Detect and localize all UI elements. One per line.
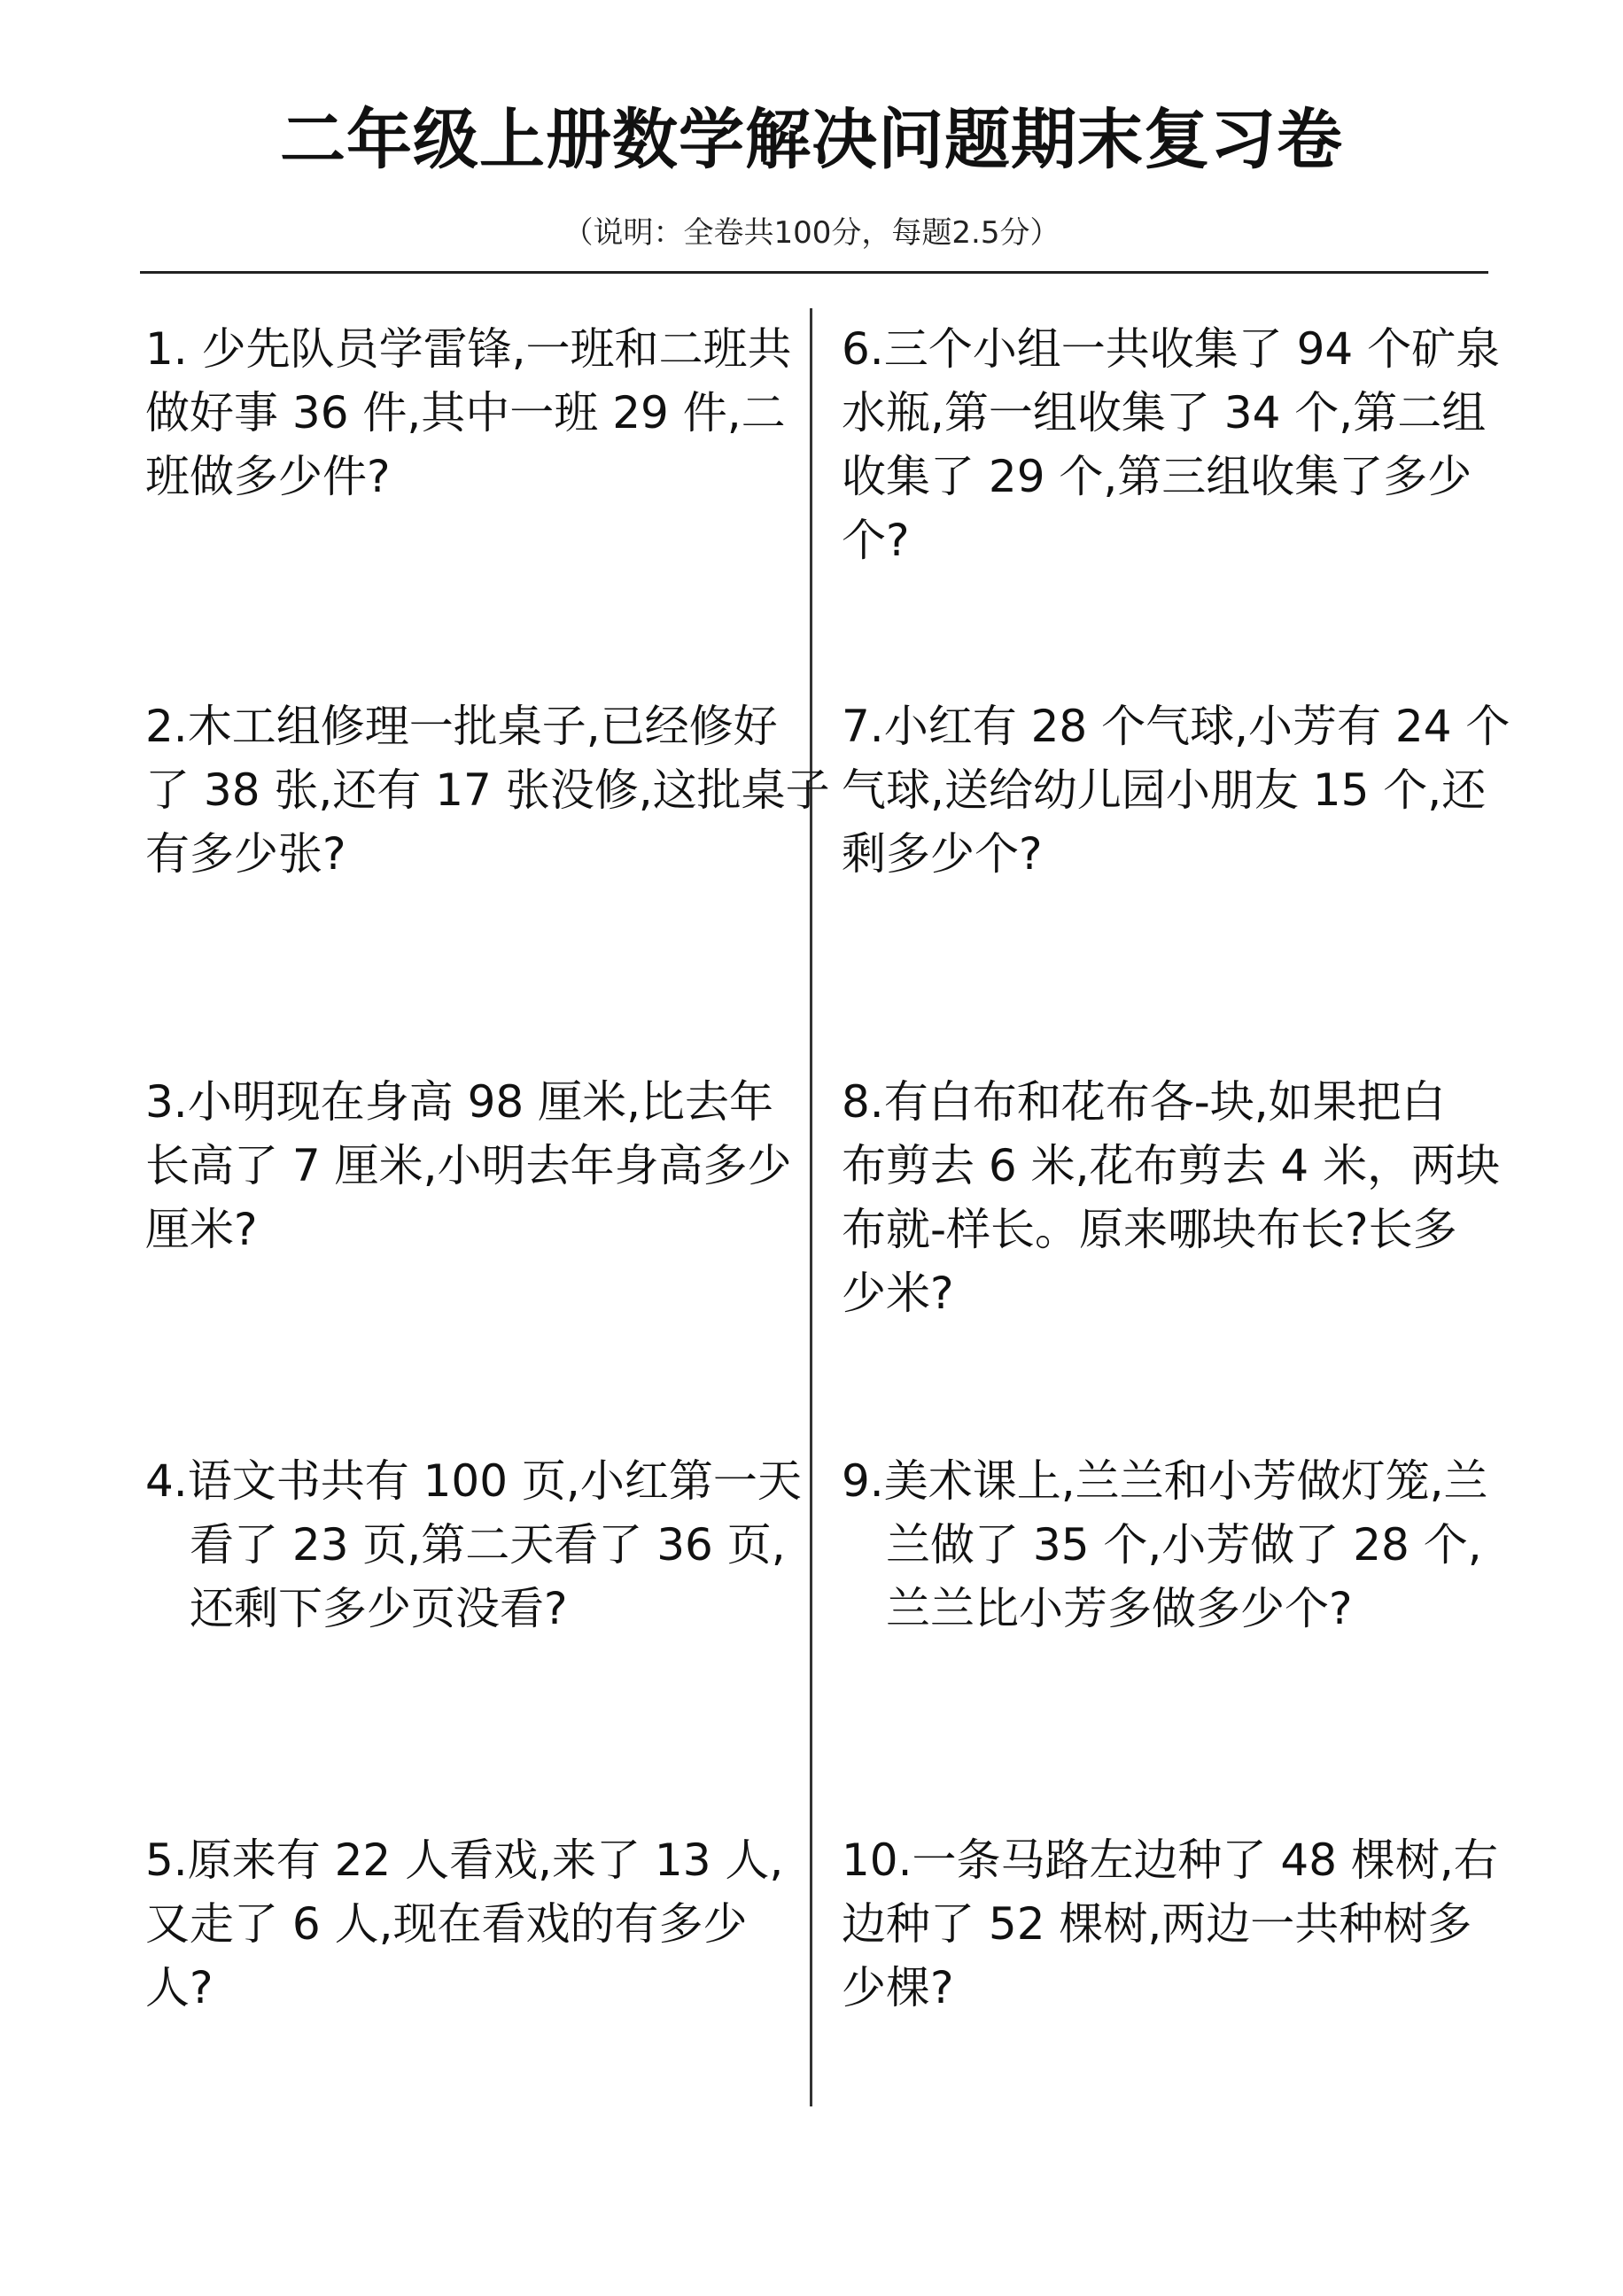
question-3-line-1: 3.小明现在身高 98 厘米,比去年 — [145, 1076, 774, 1128]
question-2 — [145, 694, 830, 886]
question-7 — [842, 694, 1510, 886]
question-8-line-4: 少米? — [842, 1268, 954, 1319]
question-10-line-3: 少棵? — [842, 1962, 954, 2013]
question-7-line-1: 7.小红有 28 个气球,小芳有 24 个 — [842, 701, 1510, 752]
question-8 — [842, 1070, 1500, 1325]
question-1 — [145, 317, 792, 508]
question-4-line-1: 4.语文书共有 100 页,小红第一天 — [145, 1455, 802, 1507]
question-3 — [145, 1070, 792, 1261]
question-6-line-2: 水瓶,第一组收集了 34 个,第二组 — [842, 387, 1487, 438]
page-title: 二年级上册数学解决问题期末复习卷 — [280, 102, 1343, 178]
question-6 — [842, 317, 1500, 572]
question-6-line-3: 收集了 29 个,第三组收集了多少 — [842, 451, 1472, 502]
question-3-line-2: 长高了 7 厘米,小明去年身高多少 — [145, 1140, 792, 1191]
question-10-line-1: 10.一条马路左边种了 48 棵树,右 — [842, 1834, 1498, 1886]
question-8-line-2: 布剪去 6 米,花布剪去 4 米，两块 — [842, 1140, 1501, 1191]
question-5-line-2: 又走了 6 人,现在看戏的有多少 — [145, 1898, 748, 1950]
question-1-line-1: 1. 少先队员学雷锋,一班和二班共 — [145, 323, 792, 375]
question-9-line-3: 兰兰比小芳多做多少个? — [886, 1583, 1353, 1634]
question-9 — [842, 1449, 1488, 1641]
question-1-line-2: 做好事 36 件,其中一班 29 件,二 — [145, 387, 786, 438]
question-7-line-3: 剩多少个? — [842, 828, 1043, 880]
page-subtitle: （说明：全卷共100分，每题2.5分） — [563, 215, 1060, 251]
question-5 — [145, 1828, 783, 2020]
question-9-line-1: 9.美术课上,兰兰和小芳做灯笼,兰 — [842, 1455, 1488, 1507]
question-7-line-2: 气球,送给幼儿园小朋友 15 个,还 — [842, 764, 1487, 816]
question-2-line-1: 2.木工组修理一批桌子,已经修好 — [145, 701, 778, 752]
question-2-line-2: 了 38 张,还有 17 张没修,这批桌子 — [145, 764, 830, 816]
question-2-line-3: 有多少张? — [145, 828, 346, 880]
question-5-line-3: 人? — [145, 1962, 214, 2013]
question-8-line-1: 8.有白布和花布各-块,如果把白 — [842, 1076, 1446, 1128]
question-3-line-3: 厘米? — [145, 1204, 258, 1255]
question-6-line-1: 6.三个小组一共收集了 94 个矿泉 — [842, 323, 1501, 375]
question-10-line-2: 边种了 52 棵树,两边一共种树多 — [842, 1898, 1472, 1950]
question-6-line-4: 个? — [842, 515, 910, 566]
question-8-line-3: 布就-样长。原来哪块布长?长多 — [842, 1204, 1457, 1255]
question-5-line-1: 5.原来有 22 人看戏,来了 13 人, — [145, 1834, 784, 1886]
question-4-line-2: 看了 23 页,第二天看了 36 页, — [190, 1519, 786, 1571]
question-4-line-3: 还剩下多少页没看? — [190, 1583, 568, 1634]
question-4 — [145, 1449, 802, 1641]
header-divider — [140, 271, 1488, 274]
question-9-line-2: 兰做了 35 个,小芳做了 28 个, — [886, 1519, 1482, 1571]
question-10 — [842, 1828, 1498, 2020]
question-1-line-3: 班做多少件? — [145, 451, 391, 502]
column-divider — [810, 308, 812, 2106]
